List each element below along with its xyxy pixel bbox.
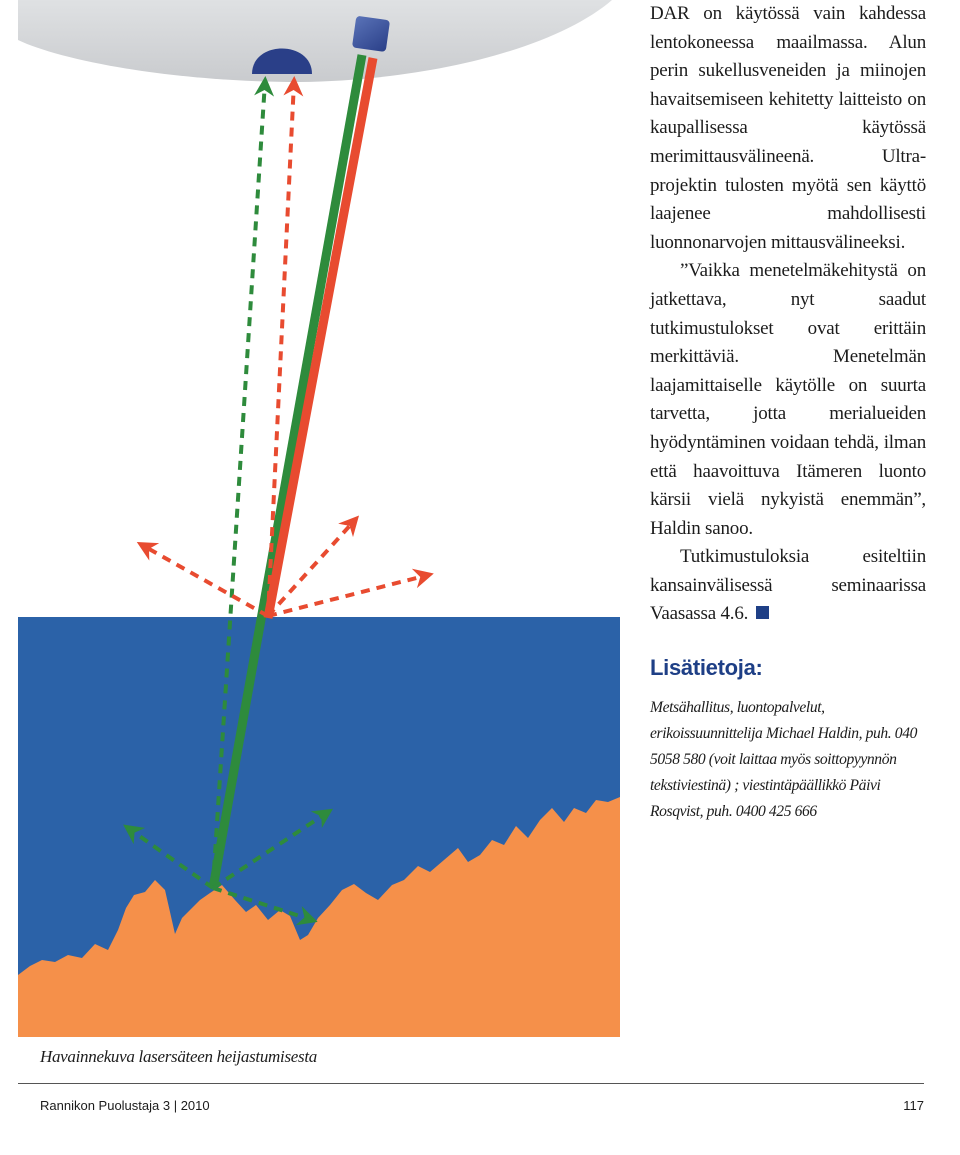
- page-number: 117: [903, 1098, 924, 1113]
- red-beam: [268, 58, 373, 618]
- contact-info: Metsähallitus, luontopalvelut, erikoissuunnittelija Michael Haldin, puh. 040 5058 580 (voit laittaa myös soittopyynnön tekstiviestinä) ; viestintäpäällikkö Päivi Rosqvist, puh. 0400 425 666: [650, 699, 917, 821]
- publication-name: Rannikon Puolustaja 3 | 2010: [40, 1098, 210, 1113]
- aircraft-shape: [18, 0, 612, 82]
- paragraph-2: ”Vaikka menetelmäkehitystä on jatkettava, nyt saadut tutkimustulokset ovat erittäin merkittäviä. Menetelmän laajamittaiselle käytölle on suurta tarvetta, jotta merialueiden hyödyntäminen voidaan tehdä, ilman että haavoittuva Itämeren luonto kärsii vielä nykyistä enemmän”, Haldin sanoo.: [650, 260, 926, 539]
- end-mark-icon: [756, 606, 769, 619]
- footer-divider: [18, 1083, 924, 1084]
- figure-caption: Havainnekuva lasersäteen heijastumisesta: [40, 1047, 317, 1066]
- text-column: [650, 0, 926, 825]
- red-scatter-right: [268, 575, 428, 616]
- paragraph-1: DAR on käytössä vain kahdessa lentokoneessa maailmassa. Alun perin sukellusveneiden ja miinojen havaitsemiseen kehitetty laitteisto on kaupallisessa käytössä merimittausvälineenä. Ultra-projektin tulosten myötä sen käyttö laajenee mahdollisesti luonnonarvojen mittausvälineeksi.: [650, 3, 926, 253]
- paragraph-3-text: Tutkimustuloksia esiteltiin kansainvälisessä seminaarissa Vaasassa 4.6.: [650, 546, 926, 625]
- paragraph-3: [650, 543, 926, 629]
- info-heading: Lisätietoja:: [650, 655, 763, 681]
- red-scatter-left: [142, 545, 268, 616]
- laser-emitter: [352, 16, 390, 52]
